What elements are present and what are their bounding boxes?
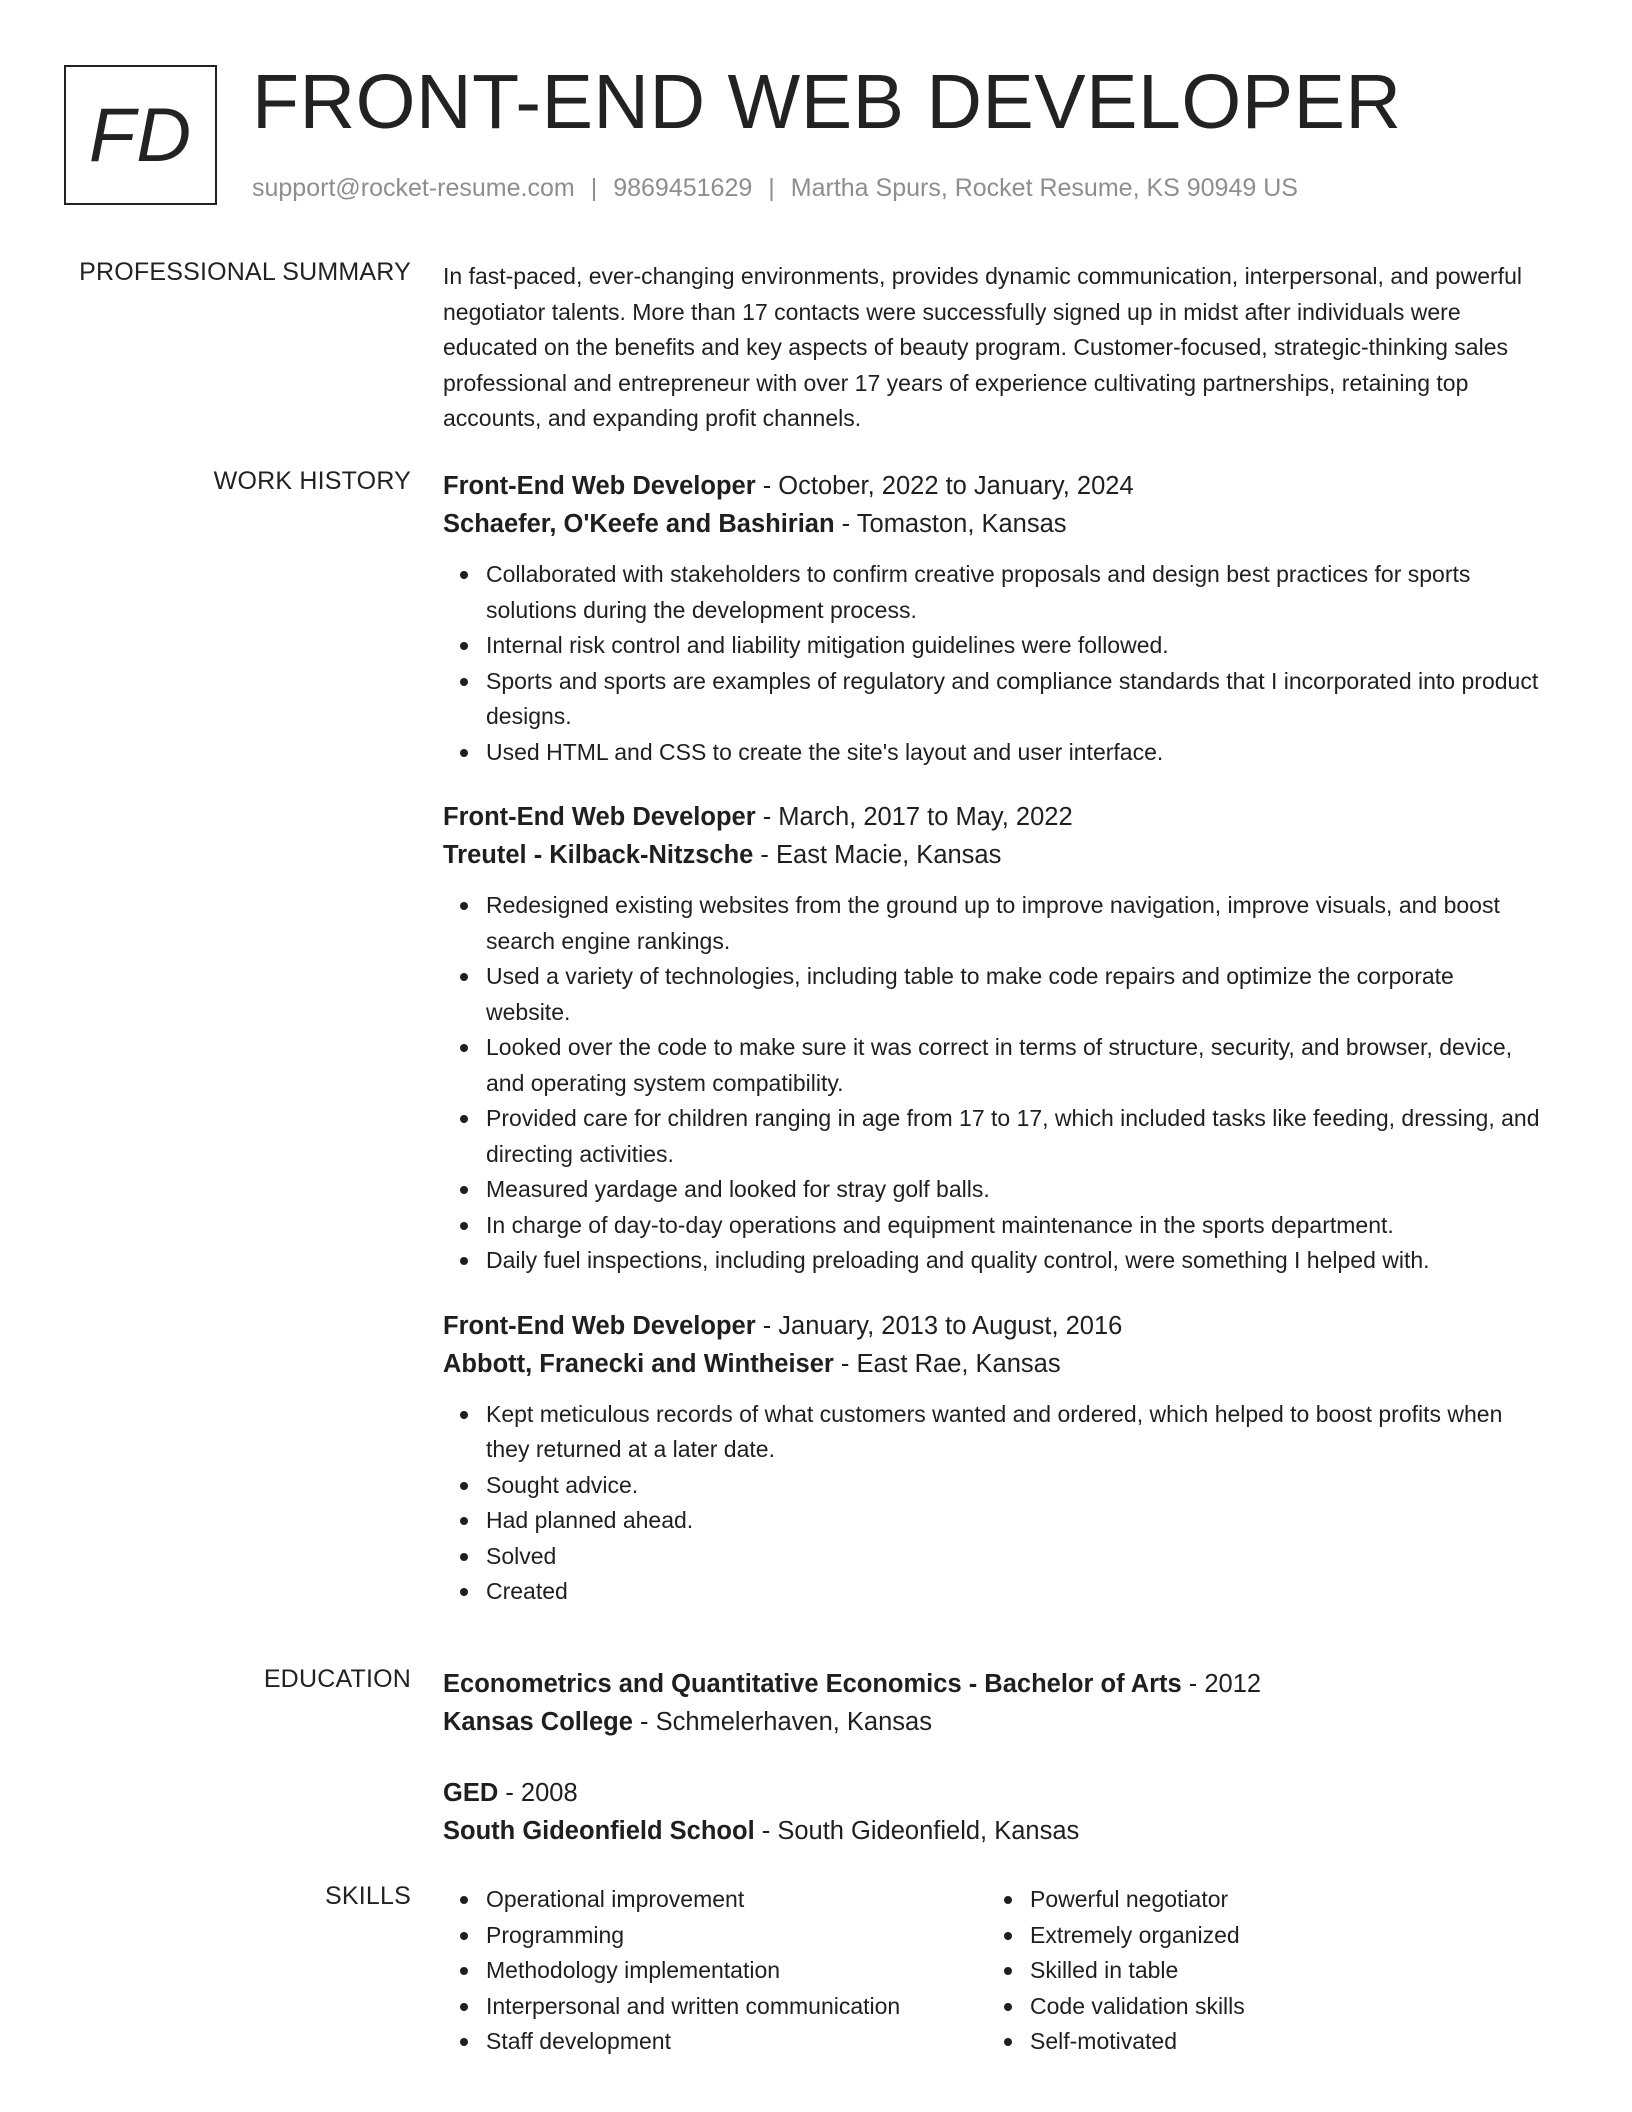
contact-phone[interactable]: 9869451629 (613, 174, 753, 202)
education-degree: Econometrics and Quantitative Economics - Bachelor of Arts (443, 1670, 1182, 1698)
list-item: Internal risk control and liability mitigation guidelines were followed. (443, 628, 1543, 664)
job-title-line (443, 467, 1543, 505)
skills-columns (443, 1882, 1543, 2060)
skill-item: Extremely organized (987, 1918, 1531, 1954)
work-history-body (443, 467, 1543, 1610)
list-item: Sought advice. (443, 1468, 1543, 1504)
section-label-summary: PROFESSIONAL SUMMARY (79, 258, 411, 286)
section-label-work-history: WORK HISTORY (213, 467, 411, 495)
job-title: Front-End Web Developer (443, 803, 756, 831)
job-location: - East Macie, Kansas (753, 841, 1002, 869)
skill-item: Staff development (443, 2024, 987, 2060)
contact-separator: | (768, 174, 775, 202)
list-item: Sports and sports are examples of regulatory and compliance standards that I incorporated into product designs. (443, 664, 1543, 735)
skill-item: Operational improvement (443, 1882, 987, 1918)
education-body (443, 1665, 1543, 1850)
skill-item: Interpersonal and written communication (443, 1989, 987, 2025)
job-dates: - March, 2017 to May, 2022 (755, 803, 1073, 831)
education-location: - Schmelerhaven, Kansas (632, 1708, 932, 1736)
list-item: Had planned ahead. (443, 1503, 1543, 1539)
resume-title: FRONT-END WEB DEVELOPER (252, 59, 1402, 145)
job-entry (443, 1307, 1543, 1610)
list-item: Used a variety of technologies, including table to make code repairs and optimize the corporate website. (443, 959, 1543, 1030)
summary-body (443, 258, 1543, 437)
contact-email[interactable]: support@rocket-resume.com (252, 174, 575, 202)
contact-address: Martha Spurs, Rocket Resume, KS 90949 US (790, 174, 1298, 202)
education-school-line (443, 1703, 1543, 1741)
skill-item: Code validation skills (987, 1989, 1531, 2025)
education-year: - 2008 (498, 1779, 578, 1807)
education-degree-line (443, 1774, 1543, 1812)
job-title-line (443, 798, 1543, 836)
job-company-line (443, 836, 1543, 874)
contact-separator: | (590, 174, 598, 202)
list-item: Redesigned existing websites from the ground up to improve navigation, improve visuals, and boost search engine rankings. (443, 888, 1543, 959)
education-school: South Gideonfield School (443, 1817, 755, 1845)
job-dates: - January, 2013 to August, 2016 (755, 1311, 1123, 1340)
skill-item: Self-motivated (987, 2024, 1531, 2060)
education-location: - South Gideonfield, Kansas (754, 1817, 1080, 1845)
list-item: Collaborated with stakeholders to confirm creative proposals and design best practices for sports solutions during the development process. (443, 557, 1543, 628)
job-location: - Tomaston, Kansas (834, 510, 1067, 538)
job-bullets (443, 888, 1543, 1279)
summary-text: In fast-paced, ever-changing environments, provides dynamic communication, interpersonal, and powerful negotiator talents. More than 17 contacts were successfully signed up in midst after individuals were educated on the benefits and key aspects of beauty program. Customer-focused, strategic-thinking sales professional and entrepreneur with over 17 years of experience cultivating partnerships, retaining top accounts, and expanding profit channels. (443, 263, 1523, 431)
education-degree-line (443, 1665, 1543, 1703)
job-company: Treutel - Kilback-Nitzsche (443, 841, 754, 869)
list-item: In charge of day-to-day operations and equipment maintenance in the sports department. (443, 1208, 1543, 1244)
skills-list-left (443, 1882, 987, 2060)
education-year: - 2012 (1181, 1670, 1262, 1698)
job-dates: - October, 2022 to January, 2024 (755, 472, 1134, 500)
skill-item: Programming (443, 1918, 987, 1954)
job-title: Front-End Web Developer (443, 1311, 756, 1340)
list-item: Provided care for children ranging in age from 17 to 17, which included tasks like feeding, dressing, and directing activities. (443, 1101, 1543, 1172)
list-item: Daily fuel inspections, including preloading and quality control, were something I helped with. (443, 1243, 1543, 1279)
education-school: Kansas College (443, 1708, 633, 1736)
contact-line (252, 174, 1298, 203)
job-entry (443, 798, 1543, 1279)
list-item: Used HTML and CSS to create the site's layout and user interface. (443, 735, 1543, 771)
education-school-line (443, 1812, 1543, 1850)
section-label-education: EDUCATION (263, 1665, 411, 1693)
skill-item: Skilled in table (987, 1953, 1531, 1989)
list-item: Solved (443, 1539, 1543, 1575)
education-degree: GED (443, 1779, 499, 1807)
job-title: Front-End Web Developer (443, 472, 756, 500)
list-item: Looked over the code to make sure it was correct in terms of structure, security, and browser, device, and operating system compatibility. (443, 1030, 1543, 1101)
skills-list-right (987, 1882, 1531, 2060)
job-company: Abbott, Franecki and Wintheiser (443, 1349, 834, 1378)
list-item: Created (443, 1574, 1543, 1610)
list-item: Kept meticulous records of what customers wanted and ordered, which helped to boost profits when they returned at a later date. (443, 1397, 1543, 1468)
skill-item: Powerful negotiator (987, 1882, 1531, 1918)
job-company-line (443, 1345, 1543, 1383)
skill-item: Methodology implementation (443, 1953, 987, 1989)
job-company-line (443, 505, 1543, 543)
job-company: Schaefer, O'Keefe and Bashirian (443, 510, 835, 538)
job-bullets (443, 1397, 1543, 1610)
job-entry (443, 467, 1543, 770)
education-entry (443, 1774, 1543, 1850)
list-item: Measured yardage and looked for stray golf balls. (443, 1172, 1543, 1208)
education-entry (443, 1665, 1543, 1741)
monogram-logo: FD (64, 65, 217, 205)
section-label-skills: SKILLS (325, 1882, 411, 1910)
job-location: - East Rae, Kansas (833, 1349, 1061, 1378)
job-title-line (443, 1307, 1543, 1345)
skills-body (443, 1882, 1543, 2060)
job-bullets (443, 557, 1543, 770)
